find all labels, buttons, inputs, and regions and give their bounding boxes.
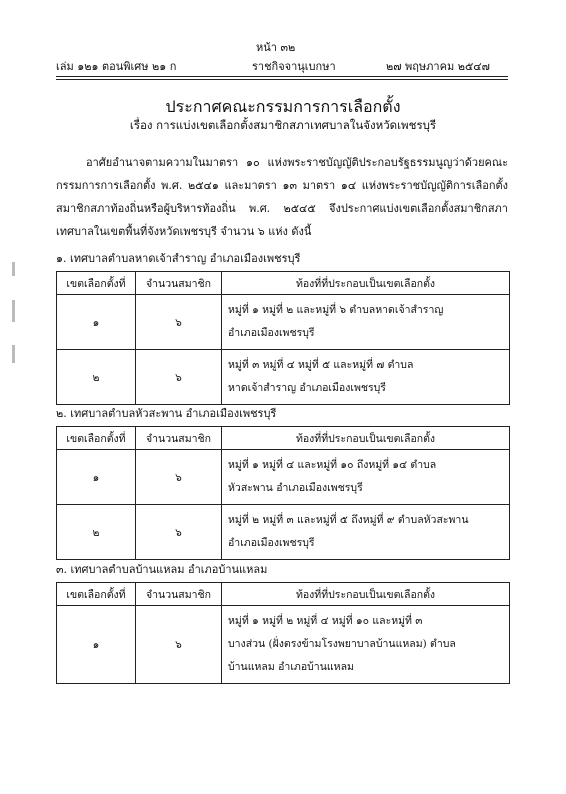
area-line: หมู่ที่ ๒ หมู่ที่ ๓ และหมู่ที่ ๕ ถึงหมู่ที่ ๙ ตำบลหัวสะพาน bbox=[228, 514, 469, 526]
district-number: ๑ bbox=[57, 606, 136, 684]
scan-artifact bbox=[12, 300, 15, 322]
body-text: อาศัยอำนาจตามความในมาตรา ๑๐ แห่งพระราชบัญญัติประกอบรัฐธรรมนูญว่าด้วยคณะกรรมการการเลือกตั้ง พ.ศ. ๒๕๔๑ และมาตรา ๑๓ มาตรา ๑๔ แห่งพระราชบัญญัติการเลือกตั้งสมาชิกสภาท้องถิ่นหรือผู้บริหารท้องถิ่น พ.ศ. ๒๕๔๕ จึงประกาศแบ่งเขตเลือกตั้งสมาชิกสภาเทศบาลในเขตพื้นที่จังหวัดเพชรบุรี จำนวน ๖ แห่ง ดังนี้ bbox=[56, 156, 508, 238]
member-count: ๖ bbox=[136, 350, 222, 405]
district-table-2 bbox=[56, 426, 510, 560]
header-rule-top bbox=[56, 76, 508, 77]
col-members-header: จำนวนสมาชิก bbox=[136, 427, 222, 450]
col-district-header: เขตเลือกตั้งที่ bbox=[57, 583, 136, 606]
announcement-title: ประกาศคณะกรรมการการเลือกตั้ง bbox=[165, 97, 401, 116]
area-line: หมู่ที่ ๑ หมู่ที่ ๔ และหมู่ที่ ๑๐ ถึงหมู่ที่ ๑๔ ตำบล bbox=[228, 459, 437, 471]
table-header-row bbox=[57, 583, 510, 606]
area-description bbox=[222, 295, 510, 350]
member-count: ๖ bbox=[136, 295, 222, 350]
area-description bbox=[222, 350, 510, 405]
scan-artifact bbox=[12, 262, 15, 276]
district-table-1 bbox=[56, 271, 510, 405]
header-rule-bottom bbox=[56, 79, 508, 80]
table-row bbox=[57, 450, 510, 505]
col-district-header: เขตเลือกตั้งที่ bbox=[57, 427, 136, 450]
district-number: ๑ bbox=[57, 295, 136, 350]
area-line: หมู่ที่ ๑ หมู่ที่ ๒ หมู่ที่ ๔ หมู่ที่ ๑๐ และหมู่ที่ ๓ bbox=[228, 615, 423, 627]
announcement-subject: เรื่อง การแบ่งเขตเลือกตั้งสมาชิกสภาเทศบาลในจังหวัดเพชรบุรี bbox=[129, 118, 437, 132]
section-heading-3: ๓. เทศบาลตำบลบ้านแหลม อำเภอบ้านแหลม bbox=[56, 563, 268, 576]
col-area-header: ท้องที่ที่ประกอบเป็นเขตเลือกตั้ง bbox=[222, 583, 510, 606]
member-count: ๖ bbox=[136, 606, 222, 684]
publication-name: ราชกิจจานุเบกษา bbox=[252, 60, 336, 73]
area-line: อำเภอเมืองเพชรบุรี bbox=[228, 327, 315, 339]
area-line: บ้านแหลม อำเภอบ้านแหลม bbox=[228, 661, 354, 673]
col-members-header: จำนวนสมาชิก bbox=[136, 583, 222, 606]
member-count: ๖ bbox=[136, 505, 222, 560]
area-line: อำเภอเมืองเพชรบุรี bbox=[228, 537, 315, 549]
table-row bbox=[57, 295, 510, 350]
table-header-row bbox=[57, 272, 510, 295]
area-description bbox=[222, 450, 510, 505]
scan-artifact bbox=[12, 345, 15, 363]
publication-date: ๒๗ พฤษภาคม ๒๕๔๗ bbox=[386, 60, 490, 73]
area-line: หมู่ที่ ๑ หมู่ที่ ๒ และหมู่ที่ ๖ ตำบลหาดเจ้าสำราญ bbox=[228, 304, 444, 316]
section-heading-2: ๒. เทศบาลตำบลหัวสะพาน อำเภอเมืองเพชรบุรี bbox=[56, 407, 277, 420]
district-number: ๑ bbox=[57, 450, 136, 505]
table-row bbox=[57, 505, 510, 560]
table-header-row bbox=[57, 427, 510, 450]
district-number: ๒ bbox=[57, 350, 136, 405]
area-line: หัวสะพาน อำเภอเมืองเพชรบุรี bbox=[228, 482, 363, 494]
volume-issue: เล่ม ๑๒๑ ตอนพิเศษ ๒๑ ก bbox=[56, 60, 177, 73]
district-table-3 bbox=[56, 582, 510, 684]
col-members-header: จำนวนสมาชิก bbox=[136, 272, 222, 295]
col-district-header: เขตเลือกตั้งที่ bbox=[57, 272, 136, 295]
table-row bbox=[57, 606, 510, 684]
area-description bbox=[222, 606, 510, 684]
table-row bbox=[57, 350, 510, 405]
member-count: ๖ bbox=[136, 450, 222, 505]
col-area-header: ท้องที่ที่ประกอบเป็นเขตเลือกตั้ง bbox=[222, 272, 510, 295]
area-line: หาดเจ้าสำราญ อำเภอเมืองเพชรบุรี bbox=[228, 382, 386, 394]
area-description bbox=[222, 505, 510, 560]
section-heading-1: ๑. เทศบาลตำบลหาดเจ้าสำราญ อำเภอเมืองเพชรบุรี bbox=[56, 252, 301, 265]
district-number: ๒ bbox=[57, 505, 136, 560]
page-number: หน้า ๓๒ bbox=[256, 41, 296, 54]
area-line: บางส่วน (ฝั่งตรงข้ามโรงพยาบาลบ้านแหลม) ตำบล bbox=[228, 638, 456, 650]
col-area-header: ท้องที่ที่ประกอบเป็นเขตเลือกตั้ง bbox=[222, 427, 510, 450]
body-paragraph bbox=[56, 151, 508, 243]
area-line: หมู่ที่ ๓ หมู่ที่ ๔ หมู่ที่ ๕ และหมู่ที่ ๗ ตำบล bbox=[228, 359, 414, 371]
